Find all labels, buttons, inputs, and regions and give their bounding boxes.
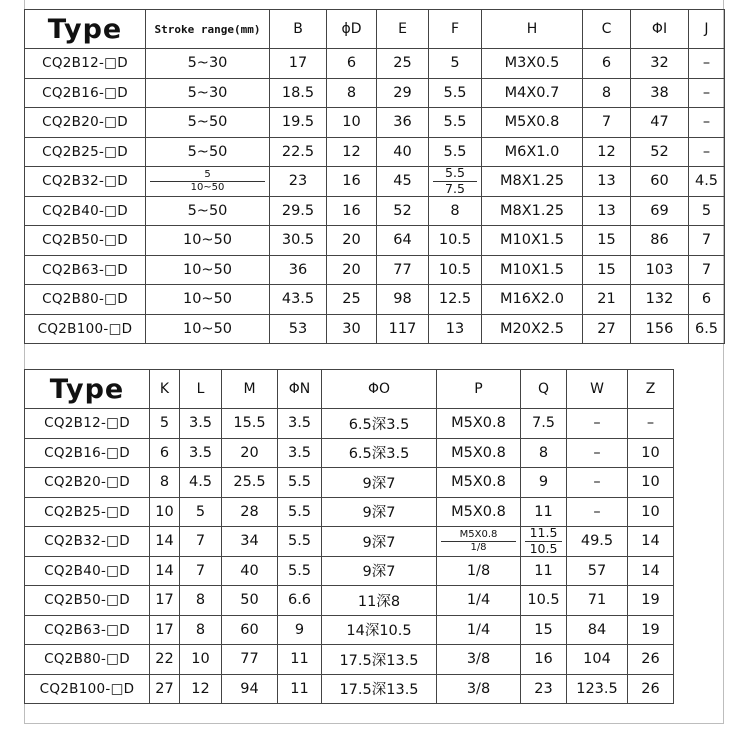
value-cell: 25 — [327, 285, 377, 315]
value-cell: 23 — [521, 674, 567, 704]
value-cell: 12 — [327, 137, 377, 167]
value-cell: – — [567, 497, 628, 527]
model-cell: CQ2B80-□D — [25, 285, 146, 315]
value-cell: 10~50 — [146, 314, 270, 344]
table-row — [25, 226, 725, 256]
value-cell: 10 — [628, 497, 674, 527]
value-cell — [437, 527, 521, 557]
value-cell: 1/4 — [437, 586, 521, 616]
header-label: ΦI — [651, 21, 668, 37]
value-cell: M20X2.5 — [482, 314, 583, 344]
model-cell: CQ2B20-□D — [25, 468, 150, 498]
header-label: Stroke range(mm) — [154, 23, 261, 36]
value-cell: 3.5 — [278, 438, 322, 468]
value-cell: 38 — [631, 78, 689, 108]
value-cell: 64 — [377, 226, 429, 256]
model-cell: CQ2B63-□D — [25, 615, 150, 645]
value-cell: 9 — [521, 468, 567, 498]
column-header — [25, 370, 150, 409]
cell-value-top: 11.5 — [529, 526, 558, 541]
model-cell: CQ2B80-□D — [25, 645, 150, 675]
value-cell: 5.5 — [429, 137, 482, 167]
value-cell: 5.5 — [429, 108, 482, 138]
value-cell: M5X0.8 — [437, 438, 521, 468]
model-cell: CQ2B12-□D — [25, 409, 150, 439]
value-cell: 20 — [222, 438, 278, 468]
value-cell: 8 — [583, 78, 631, 108]
value-cell: M16X2.0 — [482, 285, 583, 315]
cell-value-bottom: 7.5 — [445, 180, 465, 196]
value-cell: 16 — [327, 196, 377, 226]
value-cell: 15 — [583, 226, 631, 256]
value-cell: 9深7 — [322, 527, 437, 557]
column-header — [429, 10, 482, 49]
model-cell: CQ2B16-□D — [25, 78, 146, 108]
header-label: ϕD — [341, 21, 362, 37]
value-cell: 7 — [180, 527, 222, 557]
value-cell: 123.5 — [567, 674, 628, 704]
column-header — [270, 10, 327, 49]
model-cell: CQ2B32-□D — [25, 167, 146, 197]
column-header — [322, 370, 437, 409]
header-label: C — [601, 21, 612, 37]
value-cell: M5X0.8 — [437, 468, 521, 498]
column-header — [689, 10, 725, 49]
value-cell — [146, 167, 270, 197]
value-cell: 27 — [583, 314, 631, 344]
value-cell: 16 — [521, 645, 567, 675]
value-cell: 10.5 — [429, 226, 482, 256]
header-label: K — [159, 381, 170, 397]
value-cell: 6 — [150, 438, 180, 468]
header-label: Q — [537, 381, 550, 397]
value-cell: 5.5 — [278, 556, 322, 586]
value-cell: 14深10.5 — [322, 615, 437, 645]
value-cell: 5 — [180, 497, 222, 527]
value-cell: M6X1.0 — [482, 137, 583, 167]
value-cell: 16 — [327, 167, 377, 197]
value-cell: 10.5 — [521, 586, 567, 616]
value-cell: M10X1.5 — [482, 226, 583, 256]
value-cell: 40 — [222, 556, 278, 586]
value-cell: M3X0.5 — [482, 49, 583, 79]
value-cell: M8X1.25 — [482, 167, 583, 197]
header-row — [25, 370, 674, 409]
value-cell: 3.5 — [180, 438, 222, 468]
cell-value-bottom: 1/8 — [470, 541, 487, 553]
header-label: M — [243, 381, 256, 397]
value-cell: 7 — [583, 108, 631, 138]
value-cell: 14 — [628, 527, 674, 557]
value-cell: 3.5 — [278, 409, 322, 439]
value-cell: 10~50 — [146, 226, 270, 256]
value-cell: 94 — [222, 674, 278, 704]
value-cell: 10 — [628, 438, 674, 468]
value-cell: 60 — [631, 167, 689, 197]
value-cell: 14 — [150, 556, 180, 586]
value-cell: 25 — [377, 49, 429, 79]
dimensions-table-1 — [24, 9, 725, 344]
value-cell: 10 — [150, 497, 180, 527]
value-cell: 5 — [689, 196, 725, 226]
value-cell: 17 — [150, 615, 180, 645]
value-cell — [429, 167, 482, 197]
value-cell: 28 — [222, 497, 278, 527]
cell-value-bottom: 10.5 — [529, 540, 558, 556]
value-cell: 7 — [689, 255, 725, 285]
table-row — [25, 196, 725, 226]
value-cell: 19 — [628, 615, 674, 645]
column-header — [631, 10, 689, 49]
table-row — [25, 615, 674, 645]
value-cell: 22 — [150, 645, 180, 675]
type-title: Type — [49, 373, 125, 405]
value-cell: 20 — [327, 255, 377, 285]
model-cell: CQ2B63-□D — [25, 255, 146, 285]
value-cell: – — [628, 409, 674, 439]
value-cell: 34 — [222, 527, 278, 557]
table-row — [25, 108, 725, 138]
value-cell: 10~50 — [146, 255, 270, 285]
value-cell: 18.5 — [270, 78, 327, 108]
value-cell: 17.5深13.5 — [322, 645, 437, 675]
value-cell: 17.5深13.5 — [322, 674, 437, 704]
value-cell: 7 — [689, 226, 725, 256]
value-cell: 15 — [583, 255, 631, 285]
dimensions-table-2 — [24, 369, 674, 704]
value-cell: 12 — [583, 137, 631, 167]
value-cell: 7 — [180, 556, 222, 586]
value-cell: 9深7 — [322, 497, 437, 527]
value-cell: 9深7 — [322, 556, 437, 586]
value-cell: 3.5 — [180, 409, 222, 439]
header-label: ΦN — [288, 381, 311, 397]
value-cell: 36 — [270, 255, 327, 285]
value-cell: 5 — [150, 409, 180, 439]
value-cell: 19.5 — [270, 108, 327, 138]
value-cell: 8 — [180, 586, 222, 616]
value-cell: 13 — [429, 314, 482, 344]
value-cell: 29 — [377, 78, 429, 108]
value-cell: 12 — [180, 674, 222, 704]
table-row — [25, 49, 725, 79]
column-header — [150, 370, 180, 409]
column-header — [521, 370, 567, 409]
value-cell — [521, 527, 567, 557]
table-row — [25, 285, 725, 315]
model-cell: CQ2B50-□D — [25, 586, 150, 616]
column-header — [377, 10, 429, 49]
value-cell: 40 — [377, 137, 429, 167]
value-cell: 50 — [222, 586, 278, 616]
model-cell: CQ2B25-□D — [25, 497, 150, 527]
column-header — [25, 10, 146, 49]
value-cell: 69 — [631, 196, 689, 226]
value-cell: M8X1.25 — [482, 196, 583, 226]
value-cell: 22.5 — [270, 137, 327, 167]
header-label: B — [293, 21, 303, 37]
value-cell: 57 — [567, 556, 628, 586]
column-header — [628, 370, 674, 409]
value-cell: 98 — [377, 285, 429, 315]
value-cell: 3/8 — [437, 645, 521, 675]
model-cell: CQ2B32-□D — [25, 527, 150, 557]
value-cell: 77 — [222, 645, 278, 675]
value-cell: 5~50 — [146, 137, 270, 167]
value-cell: 8 — [327, 78, 377, 108]
value-cell: 29.5 — [270, 196, 327, 226]
value-cell: 5~30 — [146, 49, 270, 79]
value-cell: 104 — [567, 645, 628, 675]
value-cell: 7.5 — [521, 409, 567, 439]
value-cell: M10X1.5 — [482, 255, 583, 285]
model-cell: CQ2B40-□D — [25, 196, 146, 226]
value-cell: M4X0.7 — [482, 78, 583, 108]
value-cell: 132 — [631, 285, 689, 315]
header-row — [25, 10, 725, 49]
value-cell: 10~50 — [146, 285, 270, 315]
value-cell: 45 — [377, 167, 429, 197]
cell-value-top: M5X0.8 — [459, 528, 498, 540]
value-cell: 3/8 — [437, 674, 521, 704]
model-cell: CQ2B40-□D — [25, 556, 150, 586]
value-cell: 1/8 — [437, 556, 521, 586]
value-cell: 52 — [377, 196, 429, 226]
type-title: Type — [47, 13, 123, 45]
value-cell: 6 — [327, 49, 377, 79]
value-cell: 5.5 — [278, 527, 322, 557]
value-cell: 19 — [628, 586, 674, 616]
header-label: J — [704, 21, 709, 37]
model-cell: CQ2B12-□D — [25, 49, 146, 79]
value-cell: 6.5深3.5 — [322, 409, 437, 439]
value-cell: 5~50 — [146, 196, 270, 226]
value-cell: 156 — [631, 314, 689, 344]
table-row — [25, 645, 674, 675]
value-cell: 1/4 — [437, 615, 521, 645]
value-cell: 5.5 — [278, 497, 322, 527]
value-cell: 14 — [150, 527, 180, 557]
column-header — [146, 10, 270, 49]
model-cell: CQ2B25-□D — [25, 137, 146, 167]
value-cell: 10.5 — [429, 255, 482, 285]
value-cell: 47 — [631, 108, 689, 138]
value-cell: 15 — [521, 615, 567, 645]
column-header — [278, 370, 322, 409]
header-label: H — [526, 21, 538, 37]
table-row — [25, 255, 725, 285]
cell-value-top: 5 — [204, 168, 211, 180]
value-cell: – — [567, 468, 628, 498]
value-cell: 15.5 — [222, 409, 278, 439]
value-cell: 30.5 — [270, 226, 327, 256]
value-cell: 14 — [628, 556, 674, 586]
value-cell: 86 — [631, 226, 689, 256]
value-cell: – — [689, 108, 725, 138]
table-row — [25, 438, 674, 468]
value-cell: 5~30 — [146, 78, 270, 108]
value-cell: 5~50 — [146, 108, 270, 138]
value-cell: 5.5 — [278, 468, 322, 498]
table-row — [25, 556, 674, 586]
value-cell: 6.6 — [278, 586, 322, 616]
value-cell: M5X0.8 — [437, 409, 521, 439]
table-row — [25, 468, 674, 498]
column-header — [180, 370, 222, 409]
value-cell: 71 — [567, 586, 628, 616]
value-cell: 26 — [628, 645, 674, 675]
value-cell: – — [567, 438, 628, 468]
value-cell: 11深8 — [322, 586, 437, 616]
value-cell: 30 — [327, 314, 377, 344]
value-cell: 6 — [689, 285, 725, 315]
value-cell: M5X0.8 — [482, 108, 583, 138]
header-label: E — [398, 21, 407, 37]
value-cell: 53 — [270, 314, 327, 344]
value-cell: 21 — [583, 285, 631, 315]
value-cell: M5X0.8 — [437, 497, 521, 527]
table-row — [25, 314, 725, 344]
table-row — [25, 167, 725, 197]
column-header — [222, 370, 278, 409]
value-cell: 52 — [631, 137, 689, 167]
value-cell: 49.5 — [567, 527, 628, 557]
value-cell: 4.5 — [689, 167, 725, 197]
value-cell: 10 — [628, 468, 674, 498]
value-cell: 103 — [631, 255, 689, 285]
model-cell: CQ2B100-□D — [25, 674, 150, 704]
value-cell: 8 — [521, 438, 567, 468]
value-cell: 27 — [150, 674, 180, 704]
table-row — [25, 674, 674, 704]
column-header — [482, 10, 583, 49]
header-label: ΦO — [367, 381, 391, 397]
model-cell: CQ2B50-□D — [25, 226, 146, 256]
table-row — [25, 586, 674, 616]
model-cell: CQ2B16-□D — [25, 438, 150, 468]
value-cell: 17 — [270, 49, 327, 79]
value-cell: – — [689, 49, 725, 79]
value-cell: 26 — [628, 674, 674, 704]
value-cell: 9 — [278, 615, 322, 645]
value-cell: 60 — [222, 615, 278, 645]
value-cell: 117 — [377, 314, 429, 344]
value-cell: 10 — [327, 108, 377, 138]
value-cell: 11 — [521, 497, 567, 527]
table-row — [25, 527, 674, 557]
value-cell: 10 — [180, 645, 222, 675]
table-row — [25, 409, 674, 439]
value-cell: 13 — [583, 167, 631, 197]
model-cell: CQ2B20-□D — [25, 108, 146, 138]
header-label: W — [590, 381, 604, 397]
table-row — [25, 137, 725, 167]
column-header — [583, 10, 631, 49]
value-cell: 84 — [567, 615, 628, 645]
value-cell: 11 — [521, 556, 567, 586]
model-cell: CQ2B100-□D — [25, 314, 146, 344]
value-cell: 13 — [583, 196, 631, 226]
value-cell: 36 — [377, 108, 429, 138]
header-label: Z — [645, 381, 656, 397]
column-header — [327, 10, 377, 49]
value-cell: 5.5 — [429, 78, 482, 108]
cell-value-bottom: 10~50 — [190, 181, 225, 193]
header-label: P — [474, 381, 483, 397]
value-cell: 11 — [278, 674, 322, 704]
value-cell: 6 — [583, 49, 631, 79]
value-cell: 11 — [278, 645, 322, 675]
value-cell: 23 — [270, 167, 327, 197]
column-header — [567, 370, 628, 409]
value-cell: 6.5深3.5 — [322, 438, 437, 468]
value-cell: 8 — [180, 615, 222, 645]
value-cell: 6.5 — [689, 314, 725, 344]
value-cell: – — [689, 137, 725, 167]
value-cell: 32 — [631, 49, 689, 79]
column-header — [437, 370, 521, 409]
table-row — [25, 78, 725, 108]
header-label: F — [450, 21, 460, 37]
value-cell: – — [567, 409, 628, 439]
value-cell: – — [689, 78, 725, 108]
value-cell: 25.5 — [222, 468, 278, 498]
value-cell: 4.5 — [180, 468, 222, 498]
header-label: L — [196, 381, 205, 397]
value-cell: 12.5 — [429, 285, 482, 315]
value-cell: 20 — [327, 226, 377, 256]
value-cell: 8 — [429, 196, 482, 226]
cell-value-top: 5.5 — [445, 166, 465, 181]
value-cell: 17 — [150, 586, 180, 616]
table-row — [25, 497, 674, 527]
value-cell: 43.5 — [270, 285, 327, 315]
value-cell: 5 — [429, 49, 482, 79]
value-cell: 77 — [377, 255, 429, 285]
value-cell: 9深7 — [322, 468, 437, 498]
value-cell: 8 — [150, 468, 180, 498]
